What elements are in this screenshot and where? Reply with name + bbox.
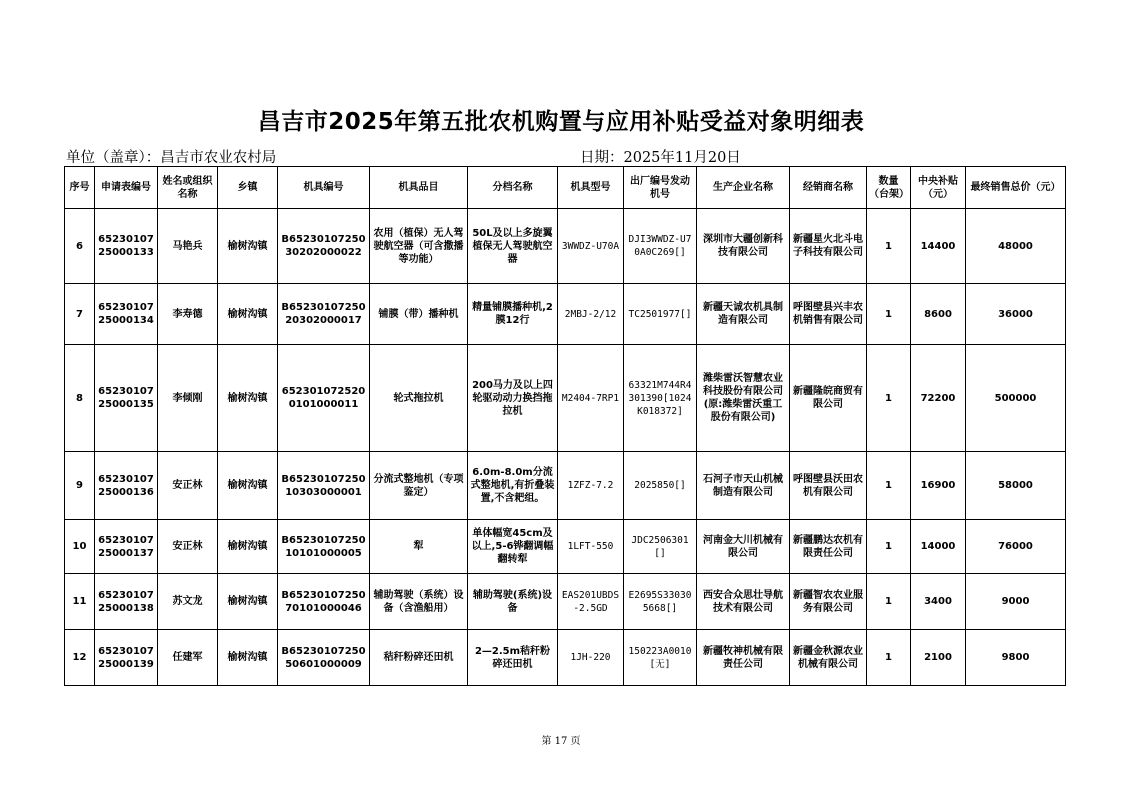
cell-price: 9000 (966, 574, 1066, 630)
table-row (65, 574, 1066, 630)
cell-category: 分流式整地机（专项鉴定） (370, 452, 468, 520)
cell-grade: 单体幅宽45cm及以上,5-6铧翻调幅翻转犁 (468, 520, 558, 574)
cell-price: 58000 (966, 452, 1066, 520)
cell-price: 9800 (966, 630, 1066, 686)
header-cell: 乡镇 (218, 167, 278, 209)
header-cell: 数量（台架） (867, 167, 911, 209)
header-cell: 申请表编号 (95, 167, 158, 209)
cell-subsidy: 3400 (911, 574, 966, 630)
table-row (65, 630, 1066, 686)
cell-index: 12 (65, 630, 95, 686)
cell-category: 辅助驾驶（系统）设备（含渔船用） (370, 574, 468, 630)
header-cell: 序号 (65, 167, 95, 209)
cell-grade: 精量铺膜播种机,2膜12行 (468, 284, 558, 345)
cell-model: 2MBJ-2/12 (558, 284, 624, 345)
cell-town: 榆树沟镇 (218, 345, 278, 452)
cell-model: 1ZFZ-7.2 (558, 452, 624, 520)
cell-qty: 1 (867, 209, 911, 284)
cell-application-no: 6523010725000134 (95, 284, 158, 345)
cell-application-no: 6523010725000133 (95, 209, 158, 284)
cell-price: 76000 (966, 520, 1066, 574)
cell-dealer: 新疆智农农业服务有限公司 (790, 574, 867, 630)
table-row (65, 345, 1066, 452)
cell-serial: E2695S330305668[] (624, 574, 697, 630)
cell-category: 铺膜（带）播种机 (370, 284, 468, 345)
cell-serial: 63321M744R4301390[1024K018372] (624, 345, 697, 452)
beneficiary-table (64, 166, 1066, 686)
cell-model: 1JH-220 (558, 630, 624, 686)
cell-serial: 2025850[] (624, 452, 697, 520)
cell-application-no: 6523010725000138 (95, 574, 158, 630)
header-row (65, 167, 1066, 209)
cell-application-no: 6523010725000137 (95, 520, 158, 574)
cell-machine-no: B6523010725010303000001 (278, 452, 370, 520)
cell-maker: 河南金大川机械有限公司 (697, 520, 790, 574)
cell-qty: 1 (867, 284, 911, 345)
header-cell: 最终销售总价（元） (966, 167, 1066, 209)
cell-qty: 1 (867, 452, 911, 520)
header-cell: 生产企业名称 (697, 167, 790, 209)
cell-model: 1LFT-550 (558, 520, 624, 574)
cell-index: 8 (65, 345, 95, 452)
cell-category: 农用（植保）无人驾驶航空器（可含撒播等功能） (370, 209, 468, 284)
header-cell: 中央补贴（元） (911, 167, 966, 209)
cell-index: 11 (65, 574, 95, 630)
cell-grade: 200马力及以上四轮驱动动力换挡拖拉机 (468, 345, 558, 452)
cell-dealer: 呼图壁县兴丰农机销售有限公司 (790, 284, 867, 345)
cell-grade: 2—2.5m秸秆粉碎还田机 (468, 630, 558, 686)
page-title: 昌吉市2025年第五批农机购置与应用补贴受益对象明细表 (257, 109, 865, 135)
cell-application-no: 6523010725000136 (95, 452, 158, 520)
cell-maker: 潍柴雷沃智慧农业科技股份有限公司(原:潍柴雷沃重工股份有限公司) (697, 345, 790, 452)
header-cell: 机具编号 (278, 167, 370, 209)
cell-qty: 1 (867, 574, 911, 630)
cell-town: 榆树沟镇 (218, 209, 278, 284)
cell-model: EAS201UBDS-2.5GD (558, 574, 624, 630)
header-cell: 经销商名称 (790, 167, 867, 209)
cell-model: M2404-7RP1 (558, 345, 624, 452)
cell-model: 3WWDZ-U70A (558, 209, 624, 284)
cell-index: 6 (65, 209, 95, 284)
cell-maker: 深圳市大疆创新科技有限公司 (697, 209, 790, 284)
cell-subsidy: 72200 (911, 345, 966, 452)
cell-category: 轮式拖拉机 (370, 345, 468, 452)
cell-qty: 1 (867, 345, 911, 452)
cell-maker: 石河子市天山机械制造有限公司 (697, 452, 790, 520)
cell-name: 任建军 (158, 630, 218, 686)
cell-machine-no: 6523010725200101000011 (278, 345, 370, 452)
table-row (65, 209, 1066, 284)
cell-index: 9 (65, 452, 95, 520)
cell-qty: 1 (867, 520, 911, 574)
cell-name: 马艳兵 (158, 209, 218, 284)
cell-subsidy: 2100 (911, 630, 966, 686)
unit-label: 单位（盖章）：昌吉市农业农村局 (66, 150, 277, 166)
header-cell: 姓名或组织名称 (158, 167, 218, 209)
cell-application-no: 6523010725000135 (95, 345, 158, 452)
cell-name: 李倾刚 (158, 345, 218, 452)
cell-subsidy: 14400 (911, 209, 966, 284)
cell-index: 7 (65, 284, 95, 345)
table-row (65, 284, 1066, 345)
cell-price: 48000 (966, 209, 1066, 284)
cell-machine-no: B6523010725020302000017 (278, 284, 370, 345)
cell-town: 榆树沟镇 (218, 630, 278, 686)
cell-name: 苏文龙 (158, 574, 218, 630)
cell-town: 榆树沟镇 (218, 574, 278, 630)
cell-name: 李寿德 (158, 284, 218, 345)
cell-category: 犁 (370, 520, 468, 574)
cell-serial: DJI3WWDZ-U70A0C269[] (624, 209, 697, 284)
cell-maker: 新疆天诚农机具制造有限公司 (697, 284, 790, 345)
cell-price: 36000 (966, 284, 1066, 345)
cell-dealer: 新疆星火北斗电子科技有限公司 (790, 209, 867, 284)
header-cell: 分档名称 (468, 167, 558, 209)
header-cell: 出厂编号发动机号 (624, 167, 697, 209)
cell-name: 安正林 (158, 452, 218, 520)
cell-category: 秸秆粉碎还田机 (370, 630, 468, 686)
header-cell: 机具品目 (370, 167, 468, 209)
cell-grade: 50L及以上多旋翼植保无人驾驶航空器 (468, 209, 558, 284)
cell-grade: 辅助驾驶(系统)设备 (468, 574, 558, 630)
cell-town: 榆树沟镇 (218, 452, 278, 520)
cell-maker: 新疆牧神机械有限责任公司 (697, 630, 790, 686)
cell-qty: 1 (867, 630, 911, 686)
header-cell: 机具型号 (558, 167, 624, 209)
cell-name: 安正林 (158, 520, 218, 574)
cell-machine-no: B6523010725010101000005 (278, 520, 370, 574)
cell-dealer: 新疆鹏达农机有限责任公司 (790, 520, 867, 574)
cell-dealer: 新疆隆皖商贸有限公司 (790, 345, 867, 452)
table-row (65, 520, 1066, 574)
cell-subsidy: 16900 (911, 452, 966, 520)
cell-subsidy: 8600 (911, 284, 966, 345)
cell-machine-no: B6523010725050601000009 (278, 630, 370, 686)
cell-price: 500000 (966, 345, 1066, 452)
cell-town: 榆树沟镇 (218, 520, 278, 574)
cell-machine-no: B6523010725030202000022 (278, 209, 370, 284)
cell-town: 榆树沟镇 (218, 284, 278, 345)
date-label: 日期：2025年11月20日 (580, 150, 741, 166)
cell-subsidy: 14000 (911, 520, 966, 574)
cell-serial: JDC2506301[] (624, 520, 697, 574)
cell-serial: 150223A0010[无] (624, 630, 697, 686)
cell-dealer: 呼图壁县沃田农机有限公司 (790, 452, 867, 520)
cell-maker: 西安合众思壮导航技术有限公司 (697, 574, 790, 630)
cell-machine-no: B6523010725070101000046 (278, 574, 370, 630)
cell-dealer: 新疆金秋源农业机械有限公司 (790, 630, 867, 686)
cell-serial: TC2501977[] (624, 284, 697, 345)
cell-index: 10 (65, 520, 95, 574)
cell-application-no: 6523010725000139 (95, 630, 158, 686)
page-number: 第 17 页 (541, 736, 581, 747)
cell-grade: 6.0m-8.0m分流式整地机,有折叠装置,不含耙组。 (468, 452, 558, 520)
table-row (65, 452, 1066, 520)
